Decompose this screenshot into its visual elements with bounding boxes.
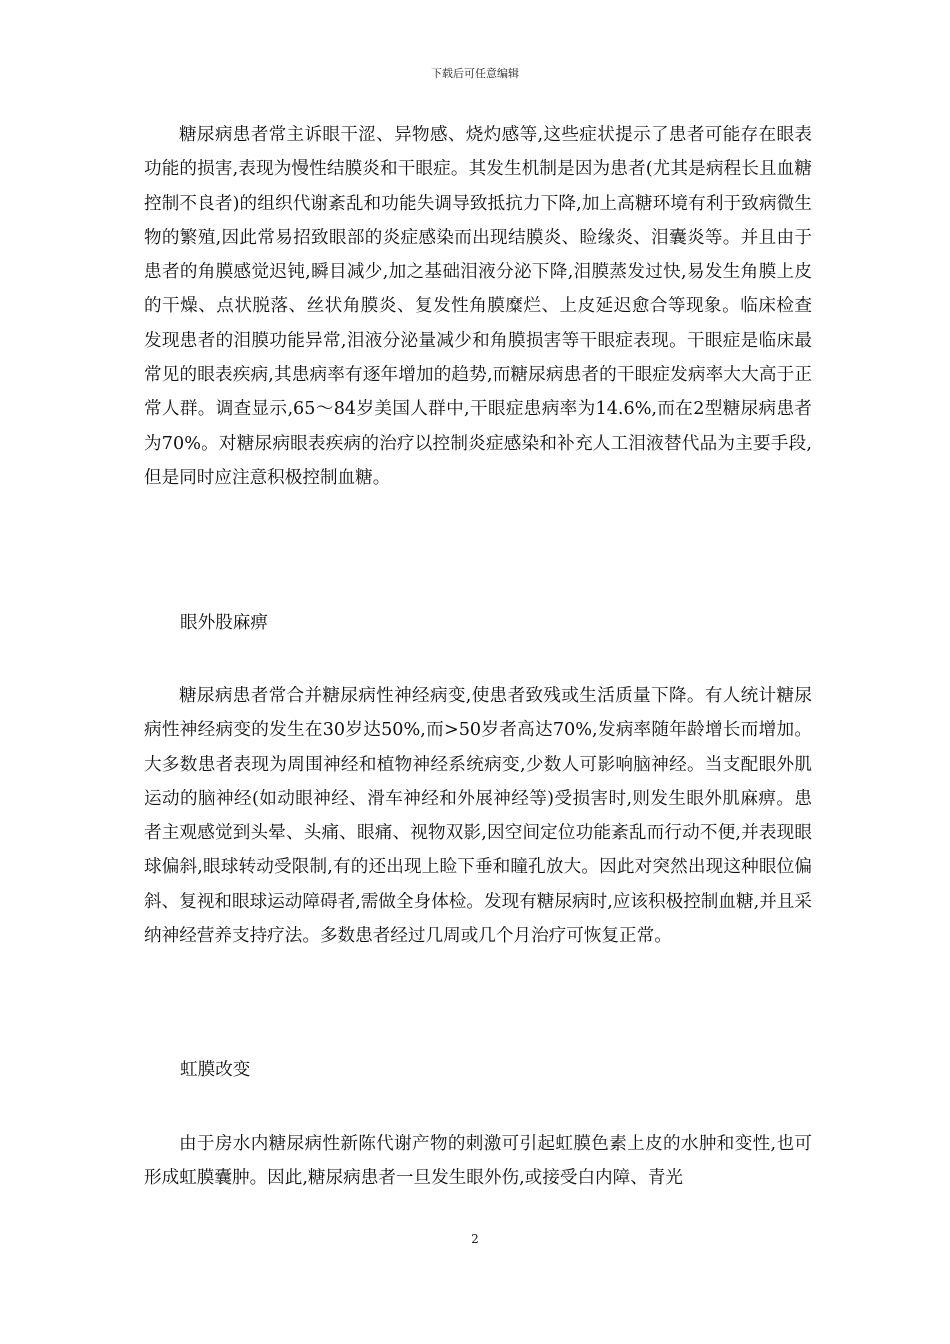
- section-heading-iris-changes: 虹膜改变: [180, 1060, 251, 1080]
- paragraph-iris-changes: 由于房水内糖尿病性新陈代谢产物的刺激可引起虹膜色素上皮的水肿和变性,也可形成虹膜囊肿。因此,糖尿病患者一旦发生眼外伤,或接受白内障、青光: [144, 1134, 812, 1189]
- paragraph-dry-eye: 糖尿病患者常主诉眼干涩、异物感、烧灼感等,这些症状提示了患者可能存在眼表功能的损害,表现为慢性结膜炎和干眼症。其发生机制是因为患者(尤其是病程长且血糖控制不良者)的组织代谢紊乱和功能失调导致抵抗力下降,加上高糖环境有利于致病微生物的繁殖,因此常易招致眼部的炎症感染而出现结膜炎、睑缘炎、泪囊炎等。并且由于患者的角膜感觉迟钝,瞬目减少,加之基础泪液分泌下降,泪膜蒸发过快,易发生角膜上皮的干燥、点状脱落、丝状角膜炎、复发性角膜糜烂、上皮延迟愈合等现象。临床检查发现患者的泪膜功能异常,泪液分泌量减少和角膜损害等干眼症表现。干眼症是临床最常见的眼表疾病,其患病率有逐年增加的趋势,而糖尿病患者的干眼症发病率大大高于正常人群。调查显示,65～84岁美国人群中,干眼症患病率为14.6%,而在2型糖尿病患者为70%。对糖尿病眼表疾病的治疗以控制炎症感染和补充人工泪液替代品为主要手段,但是同时应注意积极控制血糖。: [144, 125, 812, 488]
- section-heading-extraocular-paralysis: 眼外股麻痹: [180, 613, 268, 633]
- page-header: 下载后可任意编辑: [431, 67, 519, 80]
- paragraph-extraocular-paralysis: 糖尿病患者常合并糖尿病性神经病变,使患者致残或生活质量下降。有人统计糖尿病性神经病变的发生在30岁达50%,而>50岁者高达70%,发病率随年龄增长而增加。大多数患者表现为周围神经和植物神经系统病变,少数人可影响脑神经。当支配眼外肌运动的脑神经(如动眼神经、滑车神经和外展神经等)受损害时,则发生眼外肌麻痹。患者主观感觉到头晕、头痛、眼痛、视物双影,因空间定位功能紊乱而行动不便,并表现眼球偏斜,眼球转动受限制,有的还出现上睑下垂和瞳孔放大。因此对突然出现这种眼位偏斜、复视和眼球运动障碍者,需做全身体检。发现有糖尿病时,应该积极控制血糖,并且采纳神经营养支持疗法。多数患者经过几周或几个月治疗可恢复正常。: [144, 686, 812, 947]
- page-number: 2: [471, 1232, 479, 1246]
